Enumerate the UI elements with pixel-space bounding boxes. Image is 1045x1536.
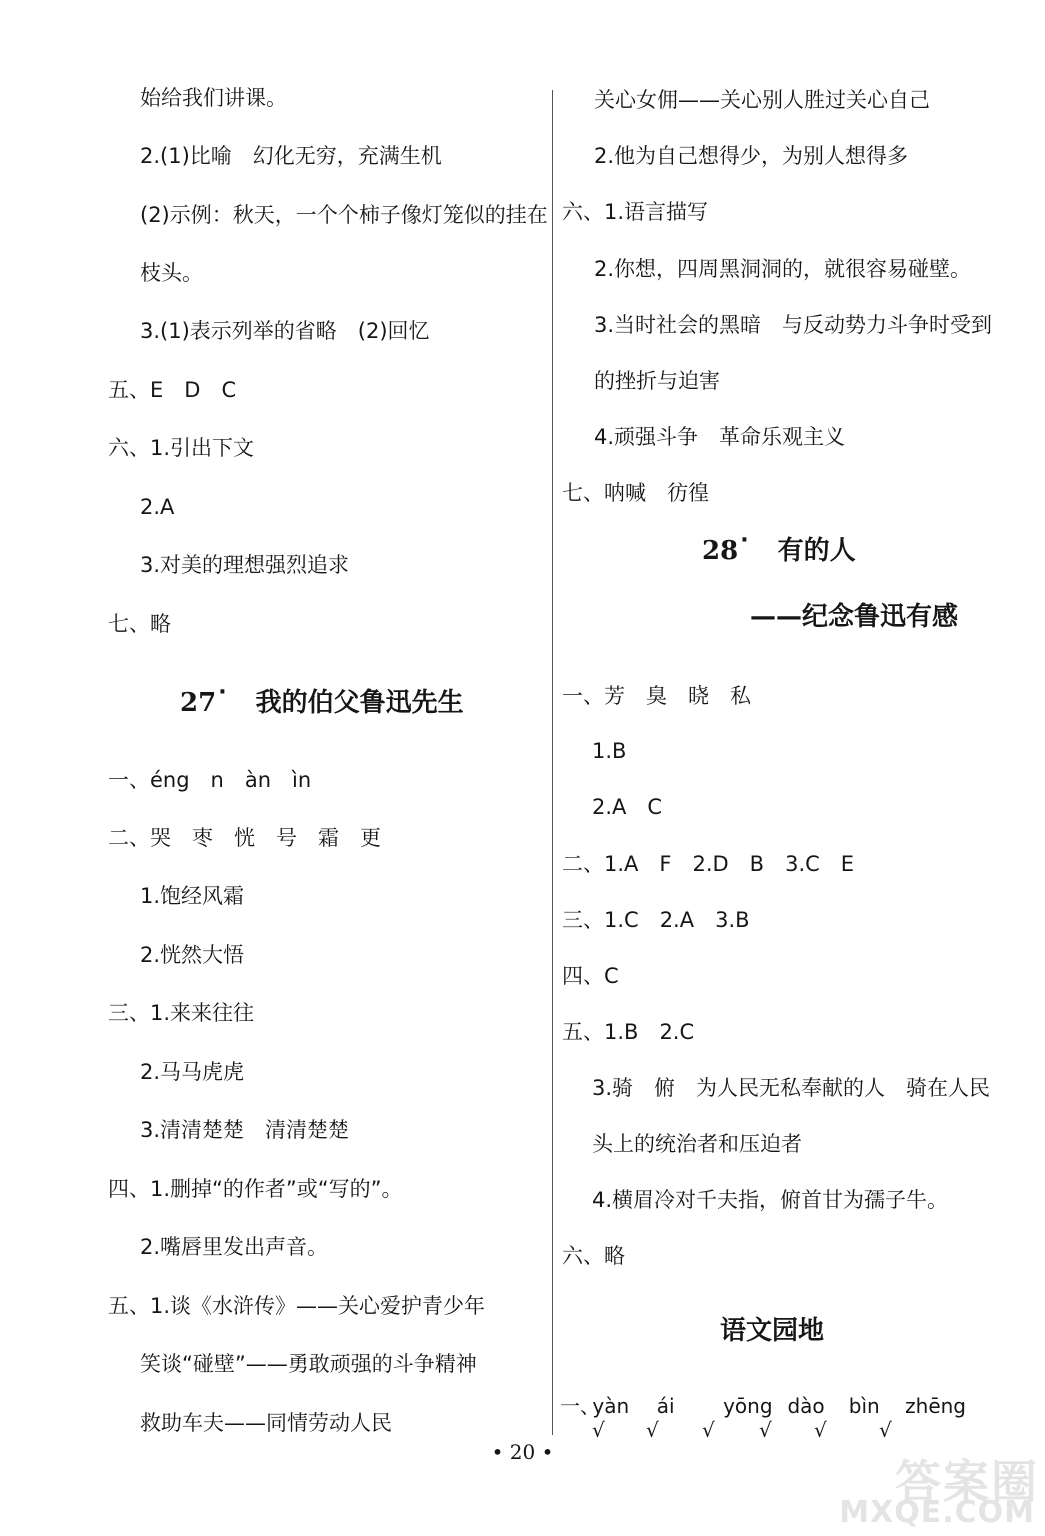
watermark-url: MXQE.COM [839, 1495, 1035, 1530]
check-mark: √ [646, 1418, 659, 1442]
answer-line: 4.顽强斗争 革命乐观主义 [594, 425, 846, 449]
pinyin-row [560, 1392, 966, 1420]
check-mark: √ [759, 1418, 772, 1442]
lesson-number: 27 [180, 688, 217, 718]
answer-line: 2.A [140, 495, 175, 519]
answer-line: 1.B [592, 739, 627, 763]
lesson-marker: · [218, 680, 227, 705]
section-line: 一、éng n àn ìn [108, 768, 312, 792]
lesson-number: 28 [702, 536, 739, 566]
answer-line: 1.饱经风霜 [140, 884, 245, 908]
yuwen-yuandi-heading: 语文园地 [720, 1316, 825, 1346]
pinyin-item: yàn [592, 1394, 630, 1418]
section-line: 七、呐喊 彷徨 [562, 481, 709, 505]
answer-line: 3.当时社会的黑暗 与反动势力斗争时受到 [594, 313, 993, 337]
section-line: 二、1.A F 2.D B 3.C E [562, 852, 855, 876]
section-line: 五、E D C [108, 378, 237, 402]
answer-line: 关心女佣——关心别人胜过关心自己 [594, 88, 930, 112]
lesson-title: 我的伯父鲁迅先生 [255, 688, 464, 718]
lesson-27-heading [180, 680, 464, 722]
pinyin-item: yōng [723, 1394, 773, 1418]
answer-line: 2.马马虎虎 [140, 1060, 245, 1084]
section-line: 三、1.来来往往 [108, 1001, 255, 1025]
answer-line: 笑谈“碰壁”——勇敢顽强的斗争精神 [140, 1352, 477, 1376]
answer-line: 2.恍然大悟 [140, 943, 245, 967]
answer-line: 2.嘴唇里发出声音。 [140, 1235, 329, 1259]
watermark-text: 答案圈 [895, 1455, 1039, 1509]
lesson-marker: · [740, 528, 749, 553]
section-line: 六、1.引出下文 [108, 436, 255, 460]
watermark [839, 1446, 1039, 1536]
lesson-title: 有的人 [777, 536, 856, 566]
check-mark: √ [702, 1418, 715, 1442]
answer-line: 2.你想，四周黑洞洞的，就很容易碰壁。 [594, 257, 972, 281]
check-mark: √ [814, 1418, 827, 1442]
section-line: 四、C [562, 964, 619, 988]
answer-line: 救助车夫——同情劳动人民 [140, 1411, 392, 1435]
answer-line: 3.对美的理想强烈追求 [140, 553, 350, 577]
pinyin-item: bìn [848, 1394, 880, 1418]
section-line: 四、1.删掉“的作者”或“写的”。 [108, 1177, 403, 1201]
section-line: 六、1.语言描写 [562, 200, 709, 224]
answer-line: 枝头。 [140, 261, 203, 285]
answer-line: 3.清清楚楚 清清楚楚 [140, 1118, 350, 1142]
answer-line: 4.横眉冷对千夫指，俯首甘为孺子牛。 [592, 1188, 949, 1212]
answer-line: 3.骑 俯 为人民无私奉献的人 骑在人民 [592, 1076, 991, 1100]
section-line: 六、略 [562, 1244, 625, 1268]
lesson-subtitle: ——纪念鲁迅有感 [750, 602, 959, 632]
pinyin-item: zhēng [905, 1394, 967, 1418]
answer-line: 2.A C [592, 795, 663, 819]
section-line: 二、哭 枣 恍 号 霜 更 [108, 826, 381, 850]
answer-line: 始给我们讲课。 [140, 86, 287, 110]
pinyin-item: ái [656, 1394, 675, 1418]
section-line: 三、1.C 2.A 3.B [562, 908, 750, 932]
answer-line: 的挫折与迫害 [594, 369, 720, 393]
section-line: 七、略 [108, 612, 171, 636]
pinyin-item: dào [787, 1394, 825, 1418]
check-mark: √ [592, 1418, 605, 1442]
section-line: 一、芳 臭 晓 私 [562, 684, 751, 708]
section-line: 五、1.B 2.C [562, 1020, 695, 1044]
page-number: • 20 • [491, 1440, 554, 1464]
answer-line: (2)示例：秋天，一个个柿子像灯笼似的挂在 [140, 203, 548, 227]
answer-line: 3.(1)表示列举的省略 (2)回忆 [140, 319, 430, 343]
pinyin-prefix: 一、 [560, 1394, 600, 1418]
answer-line: 2.(1)比喻 幻化无穷，充满生机 [140, 144, 442, 168]
column-divider [552, 90, 553, 1435]
section-line: 五、1.谈《水浒传》——关心爱护青少年 [108, 1294, 486, 1318]
answer-line: 2.他为自己想得少，为别人想得多 [594, 144, 909, 168]
lesson-28-heading [702, 528, 856, 570]
check-mark: √ [879, 1418, 892, 1442]
answer-line: 头上的统治者和压迫者 [592, 1132, 802, 1156]
